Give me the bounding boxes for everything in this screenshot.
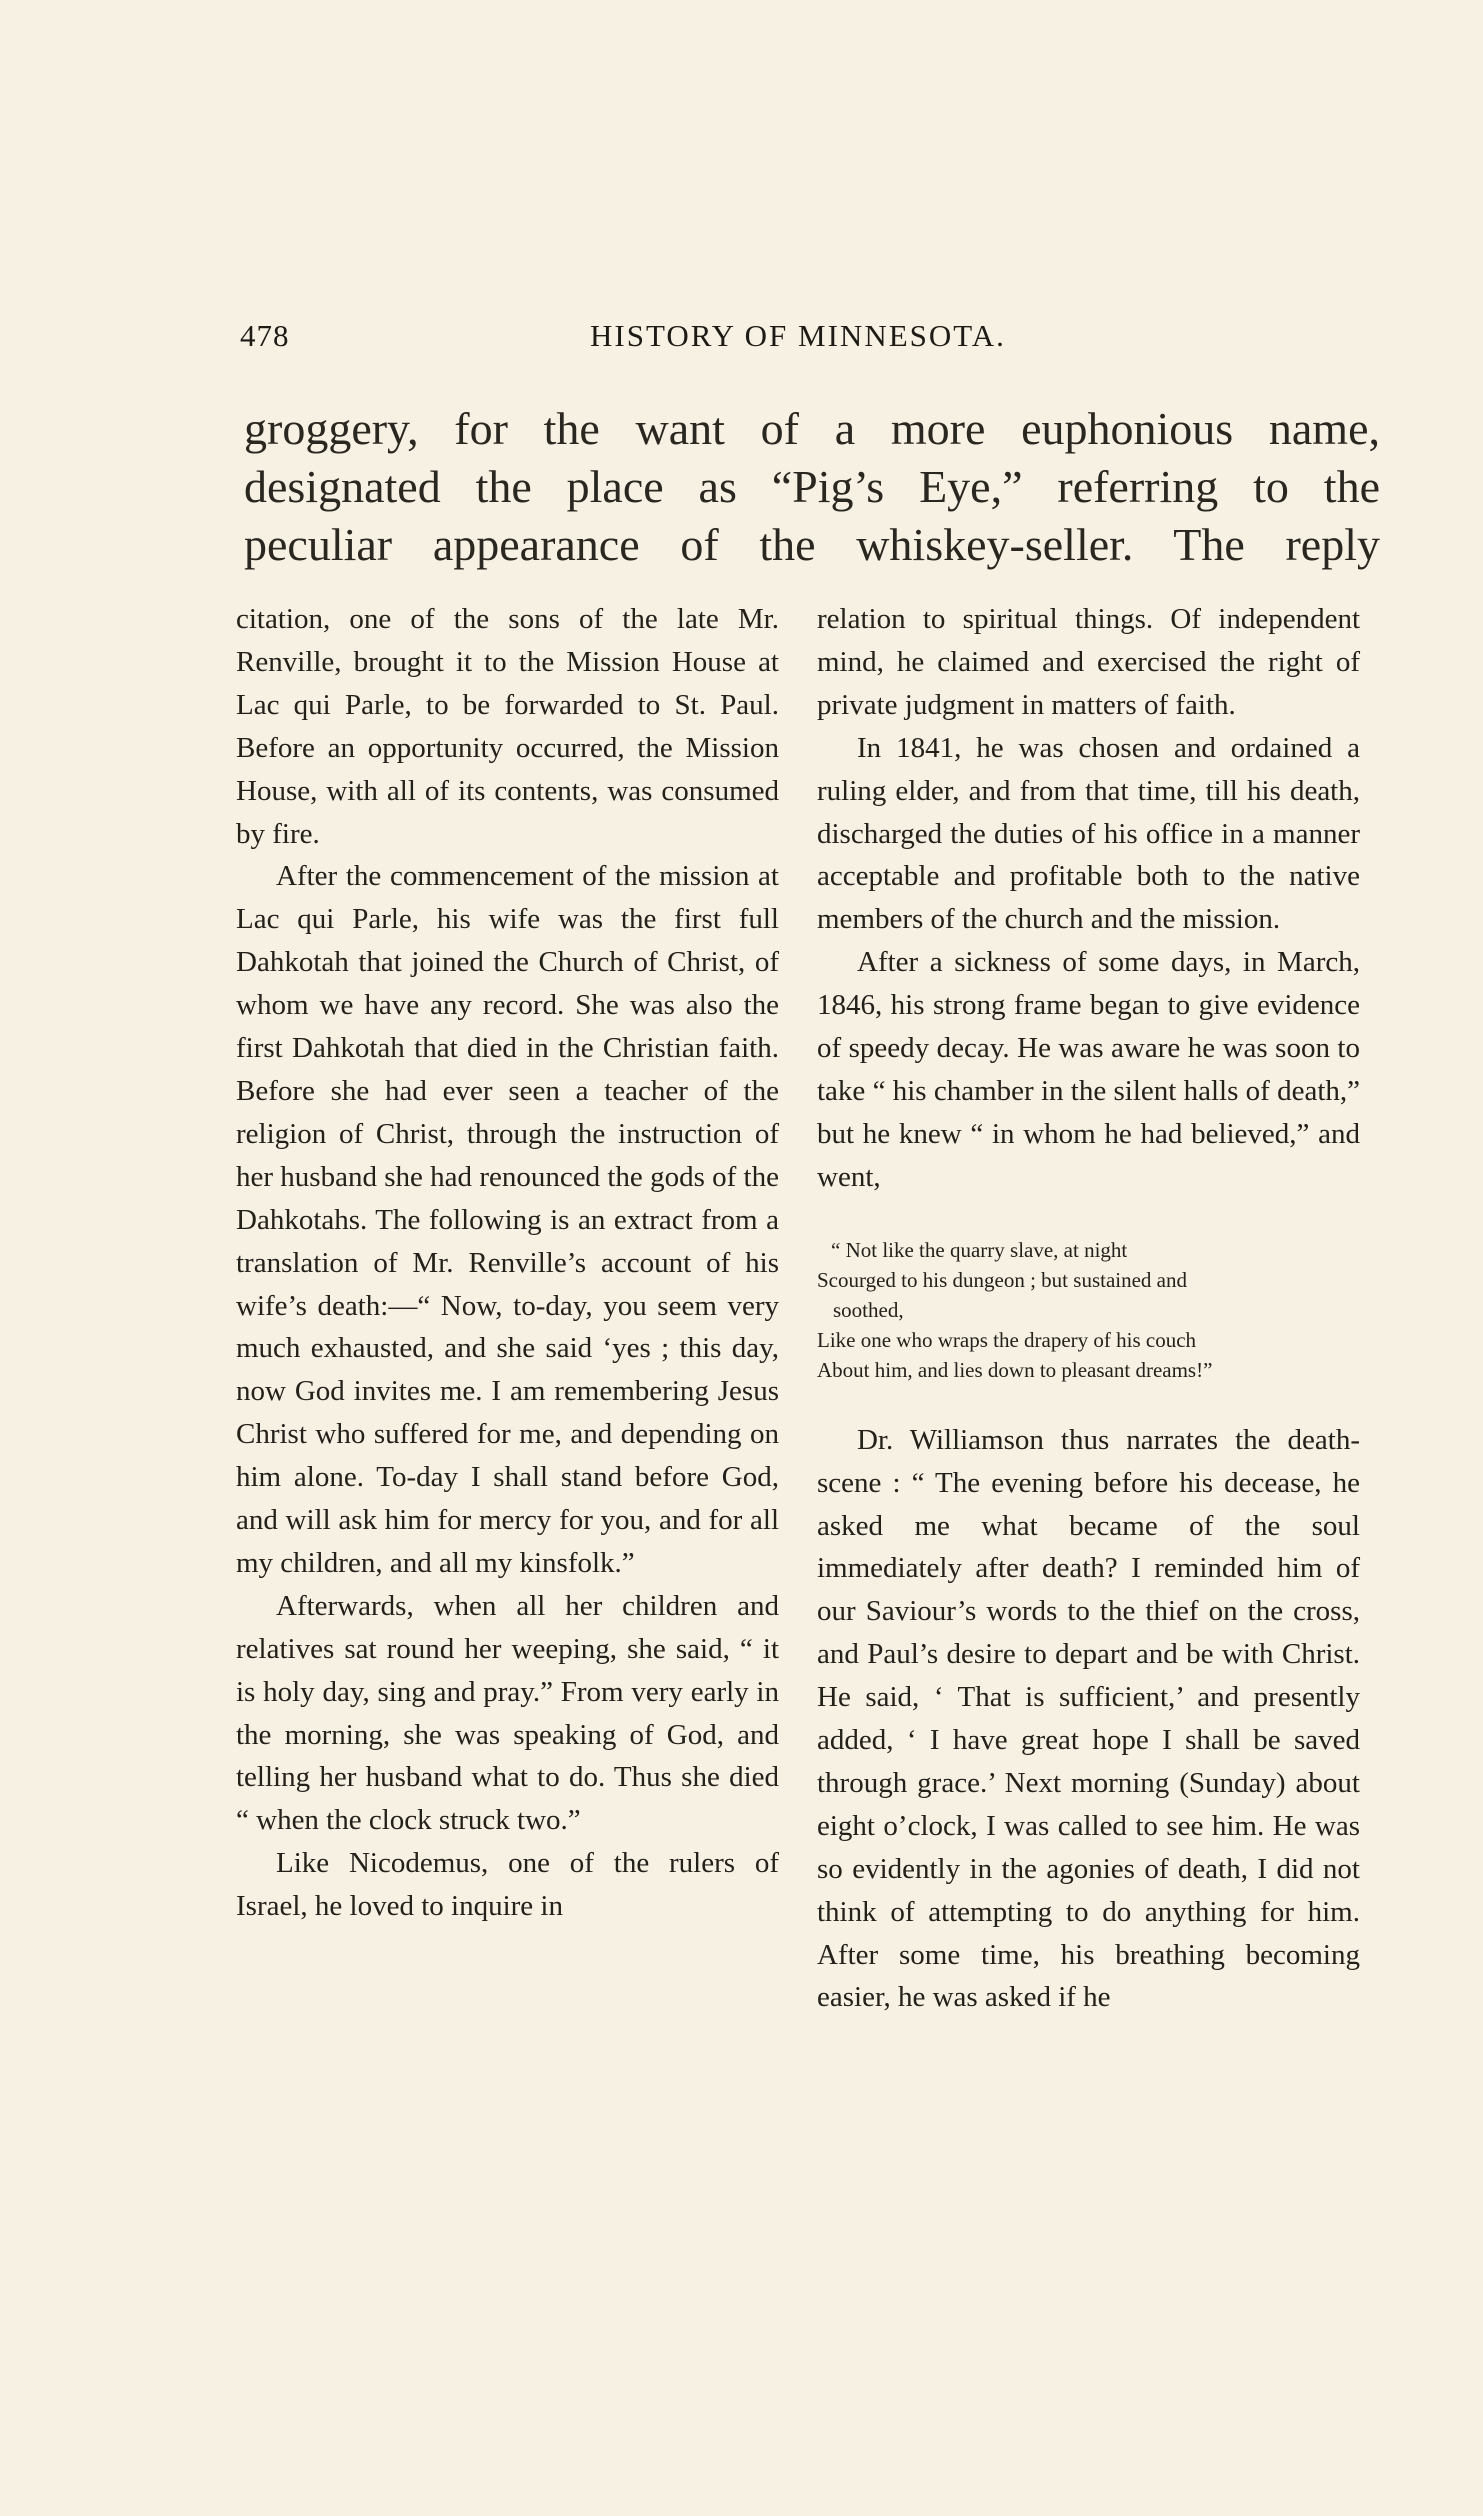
running-head xyxy=(240,318,1380,358)
page-number: 478 xyxy=(240,318,290,353)
verse-line-4: Like one who wraps the drapery of his couch xyxy=(817,1327,1197,1352)
right-paragraph-3: After a sickness of some days, in March, 1846, his strong frame began to give evidence of speedy decay. He was aware he was soon to take “ his chamber in the silent halls of death,” but he knew “ in whom he had believed,” and went, xyxy=(817,946,1360,1193)
left-paragraph-1: citation, one of the sons of the late Mr. Renville, brought it to the Mission House at Lac qui Parle, to be forwarded to St. Paul. Before an opportunity occurred, the Mission House, with all of its contents, was consumed by fire. xyxy=(236,603,779,850)
right-column xyxy=(817,598,1360,2019)
right-paragraph-2: In 1841, he was chosen and ordained a ruling elder, and from that time, till his death, discharged the duties of his office in a manner acceptable and profitable both to the native members of the church and the mission. xyxy=(817,731,1360,936)
verse-line-3: soothed, xyxy=(833,1297,904,1322)
right-paragraph-1: relation to spiritual things. Of independent mind, he claimed and exercised the right of private judgment in matters of faith. xyxy=(817,603,1360,721)
verse-line-1: “ Not like the quarry slave, at night xyxy=(831,1237,1128,1262)
verse-quotation xyxy=(817,1235,1360,1385)
left-paragraph-2: After the commencement of the mission at Lac qui Parle, his wife was the first full Dahkotah that joined the Church of Christ, of whom we have any record. She was also the first Dahkotah that died in the Christian faith. Before she had ever seen a teacher of the religion of Christ, through the instruction of her husband she had renounced the gods of the Dahkotahs. The following is an extract from a translation of Mr. Renville’s account of his wife’s death:—“ Now, to-day, you seem very much exhausted, and she said ‘yes ; this day, now God invites me. I am remembering Jesus Christ who suffered for me, and depending on him alone. To-day I shall stand before God, and will ask him for mercy for you, and for all my children, and all my kinsfolk.” xyxy=(236,860,779,1579)
slip-line-3: peculiar appearance of the whiskey-seller. The reply xyxy=(244,519,1380,570)
verse-line-5: About him, and lies down to pleasant dreams!” xyxy=(817,1357,1213,1382)
left-column xyxy=(236,598,779,1928)
pasted-text-slip xyxy=(244,400,1380,574)
right-paragraph-4: Dr. Williamson thus narrates the death-scene : “ The evening before his decease, he asked me what became of the soul immediately after death? I reminded him of our Saviour’s words to the thief on the cross, and Paul’s desire to depart and be with Christ. He said, ‘ That is sufficient,’ and presently added, ‘ I have great hope I shall be saved through grace.’ Next morning (Sunday) about eight o’clock, I was called to see him. He was so evidently in the agonies of death, I did not think of attempting to do anything for him. After some time, his breathing becoming easier, he was asked if he xyxy=(817,1423,1360,2014)
running-title: HISTORY OF MINNESOTA. xyxy=(590,318,1006,353)
left-paragraph-4: Like Nicodemus, one of the rulers of Israel, he loved to inquire in xyxy=(236,1847,779,1923)
verse-line-2: Scourged to his dungeon ; but sustained and xyxy=(817,1267,1187,1292)
slip-line-2: designated the place as “Pig’s Eye,” referring to the xyxy=(244,461,1380,512)
left-paragraph-3: Afterwards, when all her children and relatives sat round her weeping, she said, “ it is holy day, sing and pray.” From very early in the morning, she was speaking of God, and telling her husband what to do. Thus she died “ when the clock struck two.” xyxy=(236,1589,779,1837)
slip-line-1: groggery, for the want of a more euphonious name, xyxy=(244,403,1380,454)
